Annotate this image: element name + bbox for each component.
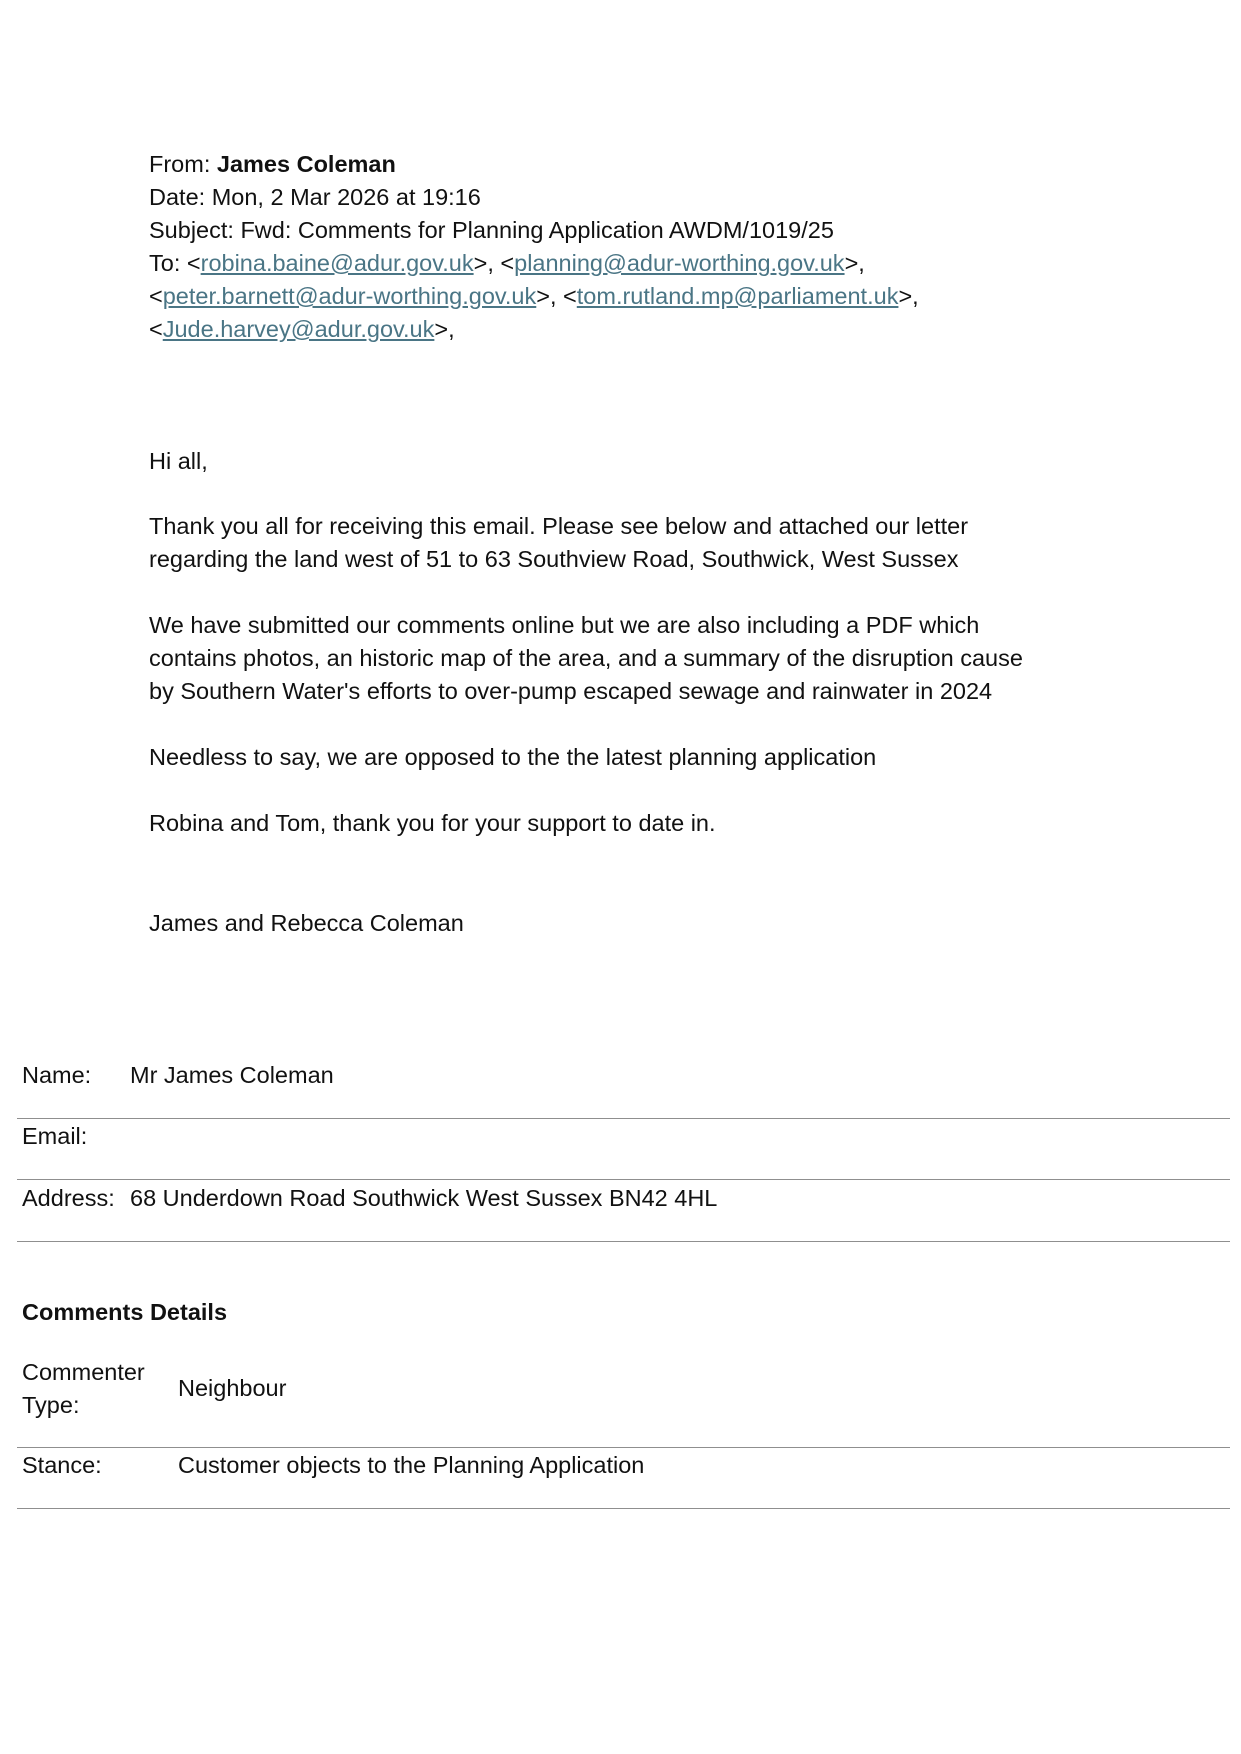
commenter-type-label [22,1356,145,1422]
email-row [17,1120,1230,1180]
date-line: Date: Mon, 2 Mar 2026 at 19:16 [149,184,481,210]
commenter-type-value: Neighbour [178,1375,287,1401]
recipient-link[interactable]: peter.barnett@adur-worthing.gov.uk [162,283,537,309]
paragraph-2 [149,609,1149,708]
paragraph-line: We have submitted our comments online but we are also including a PDF which [149,612,980,638]
commenter-type-label-line: Commenter [22,1359,145,1385]
stance-row [17,1449,1230,1509]
to-line-1: To: <robina.baine@adur.gov.uk>, <planning@adur-worthing.gov.uk>, [149,250,865,276]
commenter-type-label-line: Type: [22,1392,80,1418]
email-label: Email: [22,1123,88,1149]
from-name: James Coleman [216,151,396,177]
greeting: Hi all, [149,448,208,474]
address-value: 68 Underdown Road Southwick West Sussex BN42 4HL [130,1185,718,1211]
stance-value: Customer objects to the Planning Application [178,1452,645,1478]
recipient-link[interactable]: robina.baine@adur.gov.uk [200,250,474,276]
recipient-link[interactable]: Jude.harvey@adur.gov.uk [162,316,435,342]
to-line-3: <Jude.harvey@adur.gov.uk>, [149,316,455,342]
recipient-link[interactable]: tom.rutland.mp@parliament.uk [576,283,899,309]
address-row [17,1182,1230,1242]
stance-label: Stance: [22,1452,102,1478]
paragraph-4: Robina and Tom, thank you for your support to date in. [149,810,716,836]
subject-line: Subject: Fwd: Comments for Planning Application AWDM/1019/25 [149,217,834,243]
comments-details-title: Comments Details [22,1299,228,1325]
commenter-type-row [17,1356,1230,1448]
paragraph-3: Needless to say, we are opposed to the the latest planning application [149,744,877,770]
to-line-2: <peter.barnett@adur-worthing.gov.uk>, <tom.rutland.mp@parliament.uk>, [149,283,919,309]
address-label: Address: [22,1185,115,1211]
email-header [149,148,1149,346]
to-label: To: [149,250,181,276]
paragraph-line: by Southern Water's efforts to over-pump escaped sewage and rainwater in 2024 [149,678,993,704]
name-row [17,1059,1230,1119]
paragraph-line: contains photos, an historic map of the area, and a summary of the disruption cause [149,645,1023,671]
signature: James and Rebecca Coleman [149,910,464,936]
name-value: Mr James Coleman [130,1062,334,1088]
paragraph-line: regarding the land west of 51 to 63 Southview Road, Southwick, West Sussex [149,546,959,572]
from-line [149,148,1149,181]
recipient-link[interactable]: planning@adur-worthing.gov.uk [514,250,845,276]
paragraph-line: Thank you all for receiving this email. Please see below and attached our letter [149,513,969,539]
name-label: Name: [22,1062,92,1088]
paragraph-1 [149,510,1149,576]
from-label: From: [149,151,211,177]
